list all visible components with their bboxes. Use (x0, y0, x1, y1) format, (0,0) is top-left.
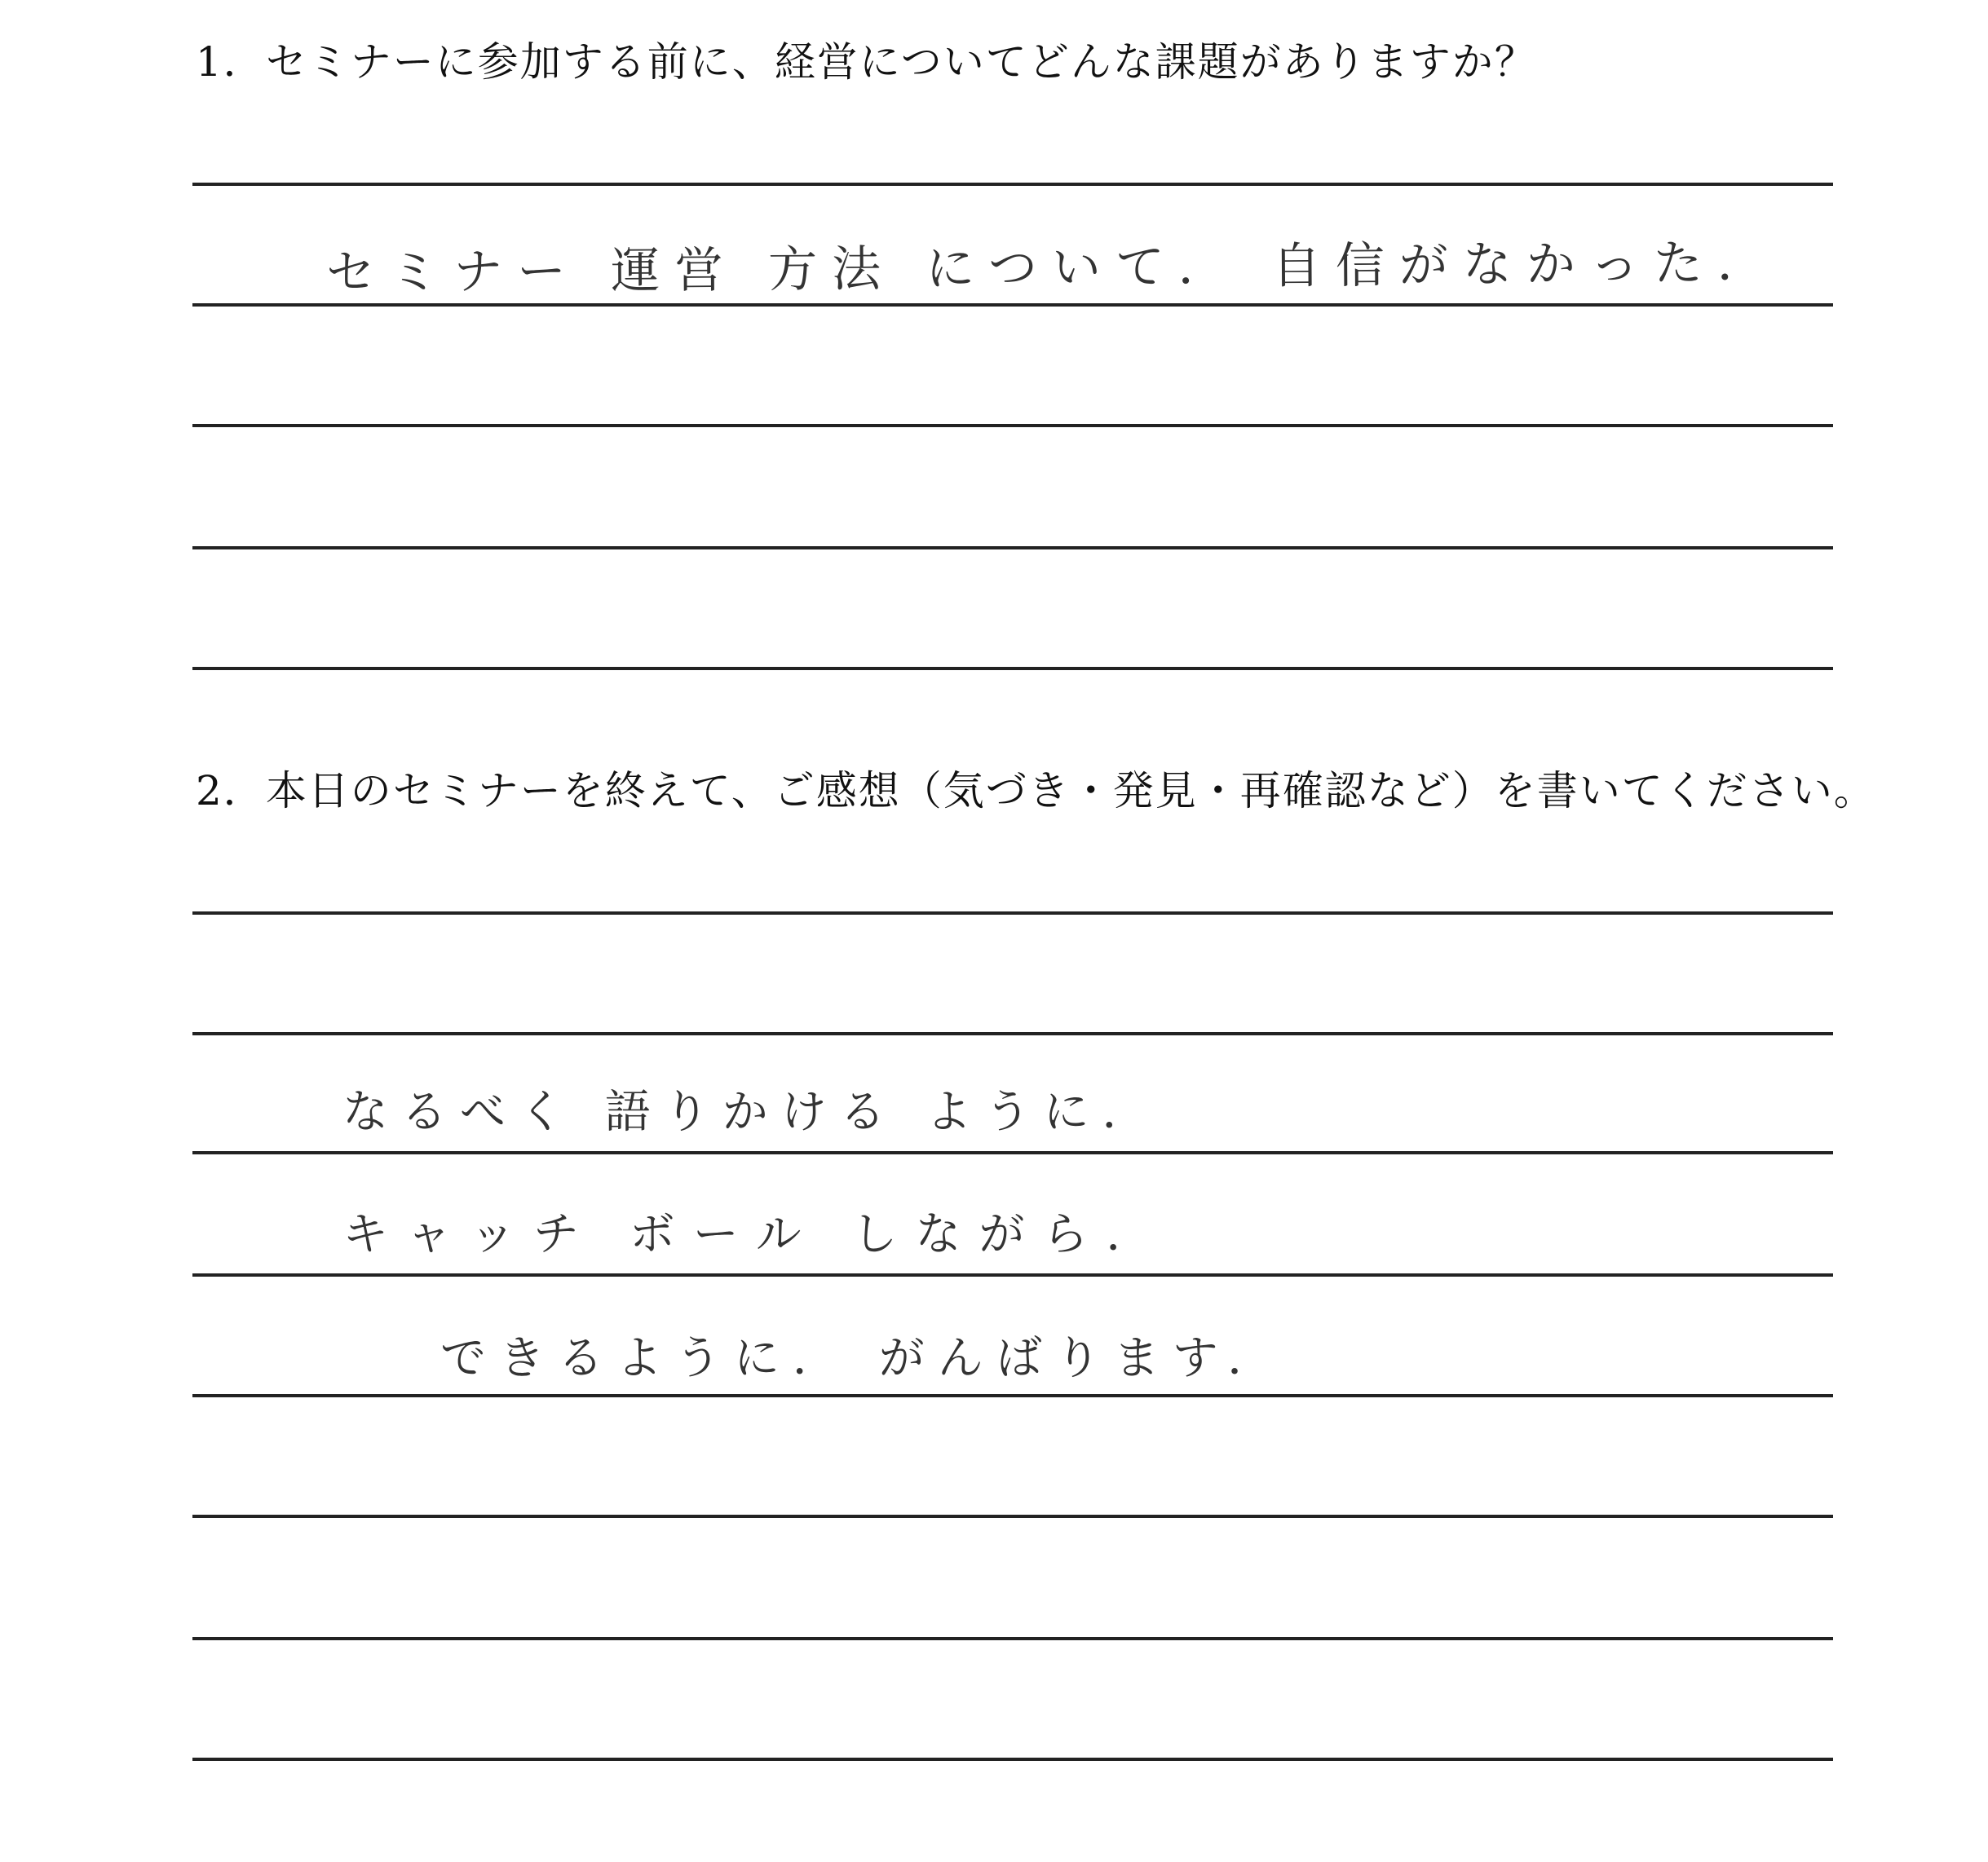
question-1 (196, 38, 1537, 86)
answer-line-q2-2 (192, 1032, 1833, 1035)
question-2 (196, 766, 1876, 815)
handwritten-answer-q1-line-1: セミナー 運営 方法 について． 自信がなかった． (325, 234, 1782, 302)
answer-line-q1-4 (192, 546, 1833, 549)
question-2-text: 本日のセミナーを終えて、ご感想（気づき・発見・再確認など）を書いてください。 (265, 767, 1876, 814)
answer-line-q2-7 (192, 1637, 1833, 1640)
question-1-number: 1． (196, 38, 266, 86)
answer-line-q1-5 (192, 667, 1833, 670)
answer-line-q1-2 (192, 303, 1833, 307)
handwritten-answer-q2-line-1: なるべく 語りかける ように． (342, 1086, 1161, 1139)
answer-line-q1-1 (192, 183, 1833, 186)
question-2-number: 2． (196, 767, 266, 814)
answer-line-q2-6 (192, 1515, 1833, 1518)
answer-line-q1-3 (192, 424, 1833, 427)
answer-line-q2-1 (192, 911, 1833, 915)
answer-line-q2-4 (192, 1273, 1833, 1277)
question-1-text: セミナーに参加する前に、経営についてどんな課題がありますか？ (265, 38, 1537, 86)
answer-line-q2-8 (192, 1758, 1833, 1761)
handwritten-answer-q2-line-2: キャッチ ボール しながら． (342, 1208, 1170, 1261)
answer-line-q2-3 (192, 1151, 1833, 1154)
handwritten-answer-q2-line-3: できるように． がんばります． (440, 1332, 1287, 1385)
answer-line-q2-5 (192, 1394, 1833, 1397)
